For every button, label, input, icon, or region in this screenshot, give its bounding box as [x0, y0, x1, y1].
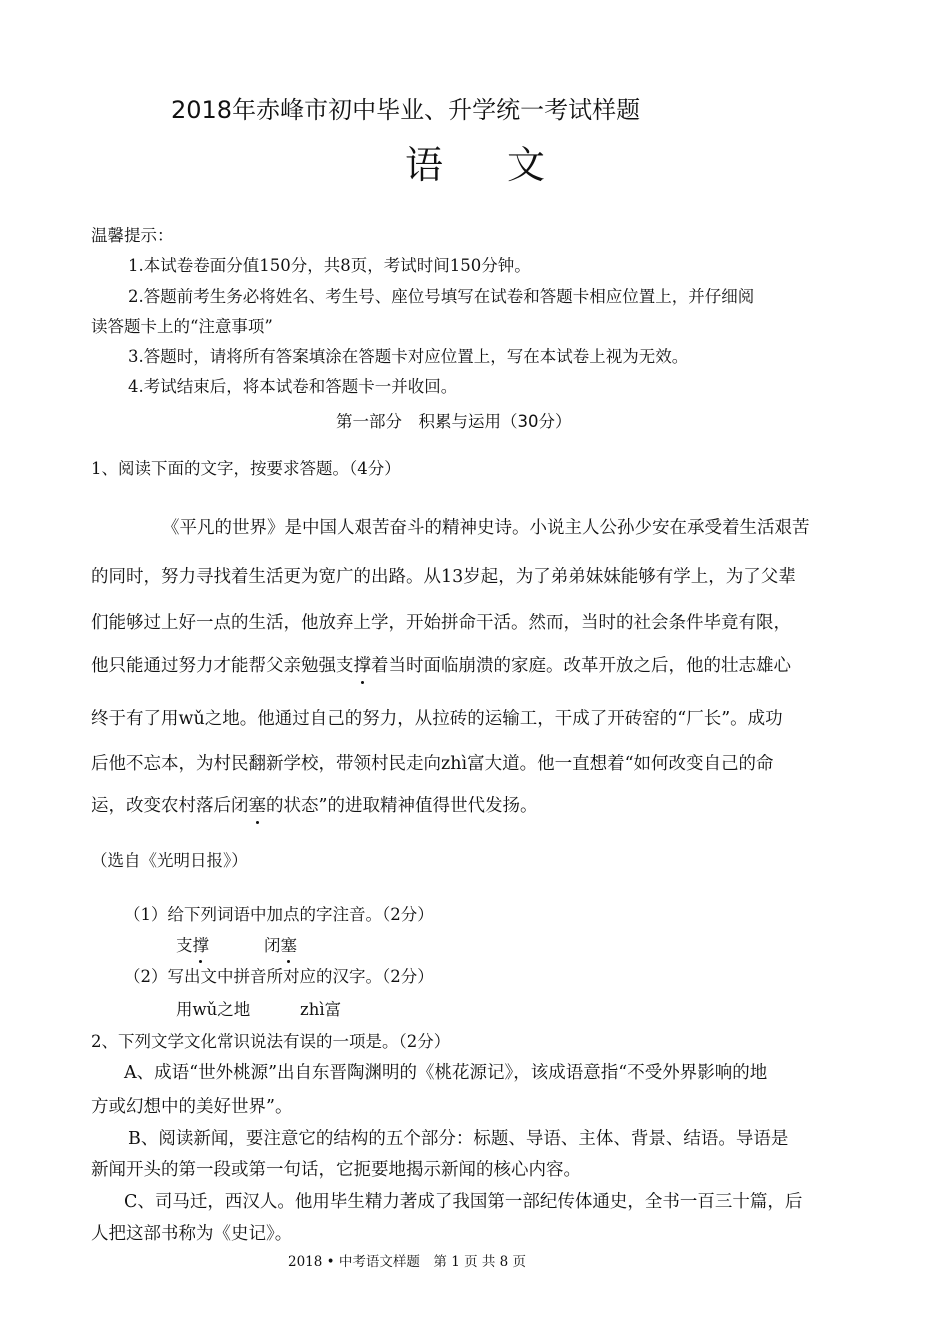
passage-line-4-b: 着当时面临崩溃的家庭。改革开放之后，他的壮志雄心: [371, 656, 791, 676]
subject-char-1: 语: [405, 143, 444, 187]
passage-line-1: 《平凡的世界》是中国人艰苦奋斗的精神史诗。小说主人公孙少安在承受着生活艰苦: [162, 518, 810, 538]
sub-1-word-2: [264, 932, 297, 956]
subject-char-2: 文: [507, 143, 546, 187]
sub-1-word-2-a: 闭: [264, 936, 281, 955]
passage-line-6: 后他不忘本，为村民翻新学校，带领村民走向zhì富大道。他一直想着“如何改变自己的命: [91, 754, 774, 774]
option-a-line-2: 方或幻想中的美好世界”。: [91, 1097, 293, 1117]
notice-item-1: 1.本试卷卷面分值150分，共8页，考试时间150分钟。: [128, 256, 531, 275]
notice-item-4: 4.考试结束后，将本试卷和答题卡一并收回。: [128, 377, 458, 396]
notice-heading: 温馨提示：: [91, 226, 174, 245]
sub-1-word-1-a: 支: [176, 936, 193, 955]
passage-line-4: [91, 652, 791, 677]
sub-2-word-1: 用wǔ之地: [176, 1000, 251, 1019]
notice-item-2-line-1: 2.答题前考生务必将姓名、考生号、座位号填写在试卷和答题卡相应位置上，并仔细阅: [128, 287, 755, 306]
dotted-char-sai: 塞: [249, 792, 267, 817]
notice-item-3: 3.答题时，请将所有答案填涂在答题卡对应位置上，写在本试卷上视为无效。: [128, 347, 689, 366]
passage-line-7-a: 运，改变农村落后闭: [91, 796, 249, 816]
question-1-stem: 1、阅读下面的文字，按要求答题。（4分）: [91, 459, 401, 478]
sub-2-word-2: zhì富: [300, 1000, 342, 1019]
question-1-sub-2: （2）写出文中拼音所对应的汉字。（2分）: [124, 967, 434, 986]
passage-line-2: 的同时，努力寻找着生活更为宽广的出路。从13岁起，为了弟弟妹妹能够有学上，为了父辈: [91, 567, 796, 587]
option-a-line-1: A、成语“世外桃源”出自东晋陶渊明的《桃花源记》，该成语意指“不受外界影响的地: [124, 1063, 768, 1083]
option-c-line-2: 人把这部书称为《史记》。: [91, 1224, 293, 1244]
sub-1-word-1: [176, 932, 209, 956]
part-1-heading: 第一部分 积累与运用（30分）: [336, 412, 572, 431]
sub-1-word-1-dotted: 撑: [193, 932, 210, 956]
question-2-stem: 2、下列文学文化常识说法有误的一项是。（2分）: [91, 1032, 451, 1051]
passage-line-5: 终于有了用wǔ之地。他通过自己的努力，从拉砖的运输工，干成了开砖窑的“厂长”。成功: [91, 709, 783, 729]
notice-item-2-line-2: 读答题卡上的“注意事项”: [91, 317, 273, 336]
option-c-line-1: C、司马迁，西汉人。他用毕生精力著成了我国第一部纪传体通史，全书一百三十篇，后: [124, 1192, 803, 1212]
option-b-line-1: B、阅读新闻，要注意它的结构的五个部分：标题、导语、主体、背景、结语。导语是: [128, 1129, 789, 1149]
dotted-char-cheng: 撑: [354, 652, 372, 677]
passage-line-4-a: 他只能通过努力才能帮父亲勉强支: [91, 656, 354, 676]
passage-line-7-b: 的状态”的进取精神值得世代发扬。: [266, 796, 538, 816]
passage-line-3: 们能够过上好一点的生活，他放弃上学，开始拼命干活。然而，当时的社会条件毕竟有限，: [91, 613, 791, 633]
passage-line-7: [91, 792, 537, 817]
subject-title: [405, 134, 545, 189]
question-1-sub-1: （1）给下列词语中加点的字注音。（2分）: [124, 905, 434, 924]
exam-title: 2018年赤峰市初中毕业、升学统一考试样题: [171, 96, 641, 124]
option-b-line-2: 新闻开头的第一段或第一句话，它扼要地揭示新闻的核心内容。: [91, 1160, 581, 1180]
page-footer: 2018 • 中考语文样题 第 1 页 共 8 页: [288, 1254, 527, 1270]
passage-source: （选自《光明日报》）: [91, 851, 248, 870]
sub-1-word-2-dotted: 塞: [281, 932, 298, 956]
